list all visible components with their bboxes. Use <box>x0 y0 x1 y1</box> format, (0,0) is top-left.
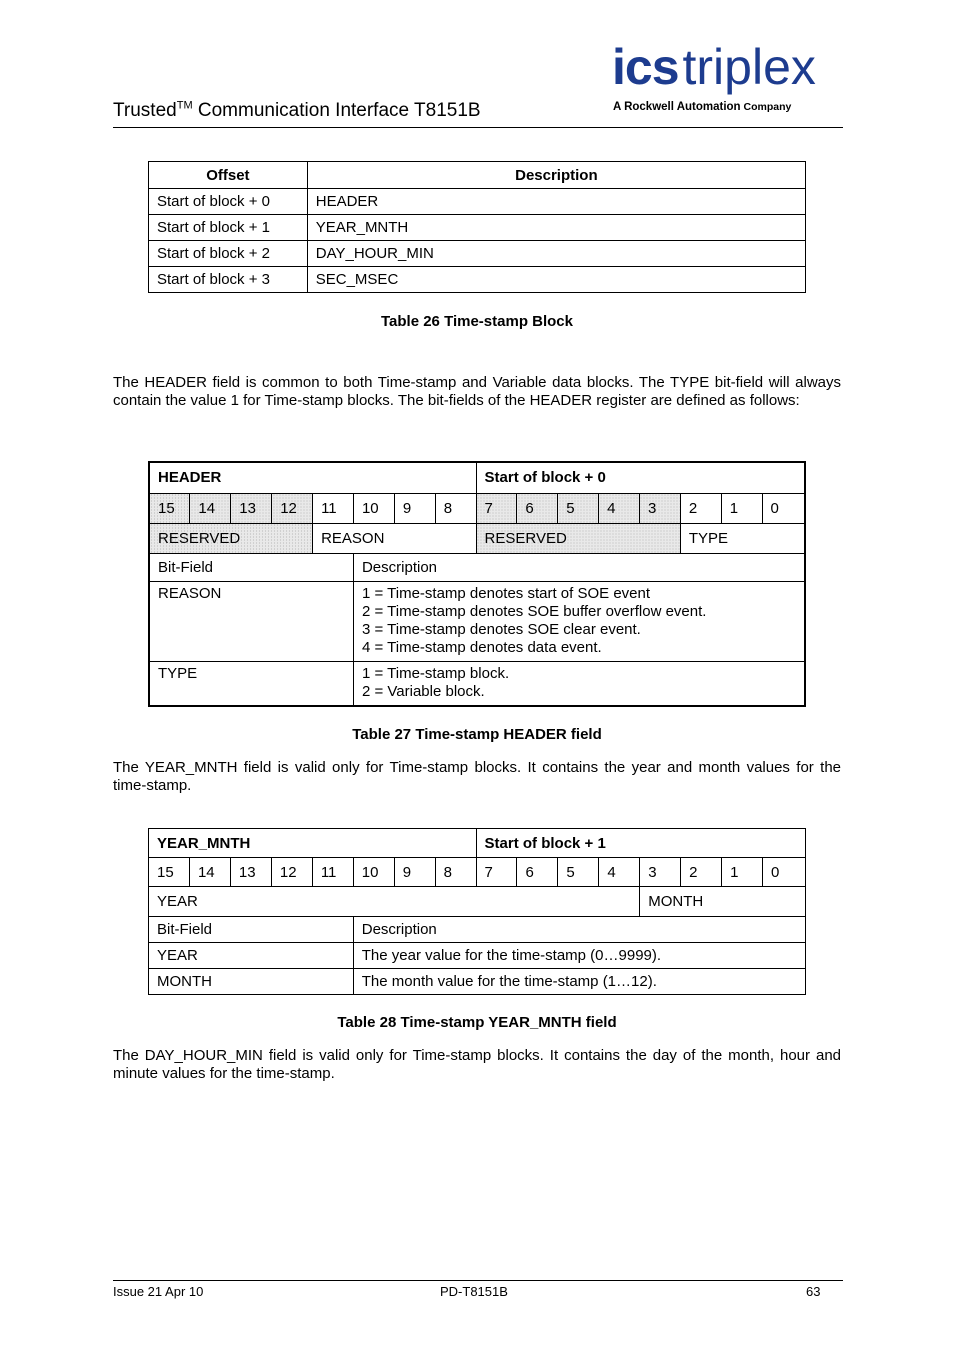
bit-cell: 5 <box>558 858 599 887</box>
field-reserved-high: RESERVED <box>149 523 313 553</box>
header-rule <box>113 127 843 128</box>
offset-cell: Start of block + 1 <box>149 215 308 241</box>
column-header-description: Description <box>353 917 805 943</box>
field-row <box>149 523 805 553</box>
bit-cell: 9 <box>394 858 435 887</box>
description-cell: 1 = Time-stamp denotes start of SOE event 2 = Time-stamp denotes SOE buffer overflow event. 3 = Time-stamp denotes SOE clear event. 4 = Time-stamp denotes data event. <box>353 581 805 661</box>
company-logo <box>612 40 844 120</box>
table-row <box>149 189 806 215</box>
bit-cell: 1 <box>722 858 763 887</box>
table-row <box>149 661 805 706</box>
footer-document-number: PD-T8151B <box>440 1284 508 1299</box>
column-header-description: Description <box>307 162 805 189</box>
bit-number-row <box>149 493 805 523</box>
logo-ics: ics <box>612 39 679 95</box>
bit-cell: 6 <box>517 493 558 523</box>
column-header-offset: Offset <box>149 162 308 189</box>
bit-cell: 11 <box>312 858 353 887</box>
register-name: YEAR_MNTH <box>149 829 477 858</box>
paragraph-header-field: The HEADER field is common to both Time-stamp and Variable data blocks. The TYPE bit-field will always contain the value 1 for Time-stamp blocks. The bit-fields of the HEADER register are defined as follows: <box>113 374 841 409</box>
offset-cell: Start of block + 3 <box>149 267 308 293</box>
bit-cell: 14 <box>190 493 231 523</box>
field-reserved-low: RESERVED <box>476 523 680 553</box>
bit-cell: 0 <box>763 858 806 887</box>
register-offset: Start of block + 1 <box>476 829 805 858</box>
description-cell: The year value for the time-stamp (0…9999). <box>353 943 805 969</box>
bit-cell: 4 <box>599 858 640 887</box>
bit-number-row <box>149 858 806 887</box>
field-reason: REASON <box>313 523 476 553</box>
register-name: HEADER <box>149 462 476 493</box>
table-row <box>149 943 806 969</box>
description-cell: HEADER <box>307 189 805 215</box>
bit-cell: 9 <box>394 493 435 523</box>
description-cell: The month value for the time-stamp (1…12). <box>353 969 805 995</box>
bit-cell: 13 <box>230 858 271 887</box>
table-header-field <box>148 461 806 707</box>
bit-cell: 5 <box>558 493 599 523</box>
bit-cell: 4 <box>599 493 640 523</box>
table-time-stamp-block <box>148 161 806 293</box>
logo-tagline: A Rockwell Automation Company <box>613 101 792 113</box>
bit-cell: 3 <box>639 493 680 523</box>
field-type: TYPE <box>680 523 805 553</box>
table-row <box>149 215 806 241</box>
bit-cell: 12 <box>272 493 313 523</box>
bit-cell: 11 <box>313 493 354 523</box>
bit-cell: 12 <box>271 858 312 887</box>
table-row <box>149 581 805 661</box>
table-row <box>149 267 806 293</box>
table-26-caption: Table 26 Time-stamp Block <box>380 313 573 330</box>
bit-cell: 8 <box>435 493 476 523</box>
bit-cell: 13 <box>231 493 272 523</box>
bit-cell: 2 <box>680 493 721 523</box>
logo-triplex: triplex <box>682 39 816 95</box>
bit-field-cell: REASON <box>149 581 353 661</box>
paragraph-day-hour-min: The DAY_HOUR_MIN field is valid only for Time-stamp blocks. It contains the day of the month, hour and minute values for the time-stamp. <box>113 1047 841 1082</box>
bit-cell: 3 <box>640 858 681 887</box>
column-header-bit-field: Bit-Field <box>149 553 353 581</box>
document-title: Trusted™ Communication Interface T8151B <box>113 99 481 121</box>
bit-field-cell: YEAR <box>149 943 354 969</box>
offset-cell: Start of block + 0 <box>149 189 308 215</box>
field-row <box>149 887 806 917</box>
bit-cell: 10 <box>353 493 394 523</box>
description-cell: 1 = Time-stamp block. 2 = Variable block. <box>353 661 805 706</box>
bit-field-cell: TYPE <box>149 661 353 706</box>
bit-cell: 7 <box>476 858 517 887</box>
bit-cell: 2 <box>681 858 722 887</box>
offset-cell: Start of block + 2 <box>149 241 308 267</box>
bit-field-cell: MONTH <box>149 969 354 995</box>
table-year-mnth-field <box>148 828 806 995</box>
column-header-bit-field: Bit-Field <box>149 917 354 943</box>
bit-cell: 8 <box>435 858 476 887</box>
bit-cell: 7 <box>476 493 517 523</box>
footer-issue: Issue 21 Apr 10 <box>113 1284 204 1299</box>
description-cell: YEAR_MNTH <box>307 215 805 241</box>
field-year: YEAR <box>149 887 640 917</box>
table-row <box>149 969 806 995</box>
column-header-description: Description <box>353 553 805 581</box>
description-cell: SEC_MSEC <box>307 267 805 293</box>
bit-cell: 10 <box>353 858 394 887</box>
field-month: MONTH <box>640 887 806 917</box>
description-cell: DAY_HOUR_MIN <box>307 241 805 267</box>
bit-cell: 15 <box>149 493 190 523</box>
bit-cell: 14 <box>189 858 230 887</box>
bit-cell: 6 <box>517 858 558 887</box>
register-offset: Start of block + 0 <box>476 462 805 493</box>
table-28-caption: Table 28 Time-stamp YEAR_MNTH field <box>337 1014 617 1031</box>
bit-cell: 0 <box>762 493 805 523</box>
footer-rule <box>113 1280 843 1281</box>
paragraph-year-mnth: The YEAR_MNTH field is valid only for Time-stamp blocks. It contains the year and month values for the time-stamp. <box>113 759 841 794</box>
bit-cell: 1 <box>721 493 762 523</box>
trademark-sup: TM <box>176 99 193 112</box>
table-row <box>149 241 806 267</box>
footer-page-number: 63 <box>806 1284 821 1299</box>
bit-cell: 15 <box>149 858 190 887</box>
table-27-caption: Table 27 Time-stamp HEADER field <box>352 726 602 743</box>
